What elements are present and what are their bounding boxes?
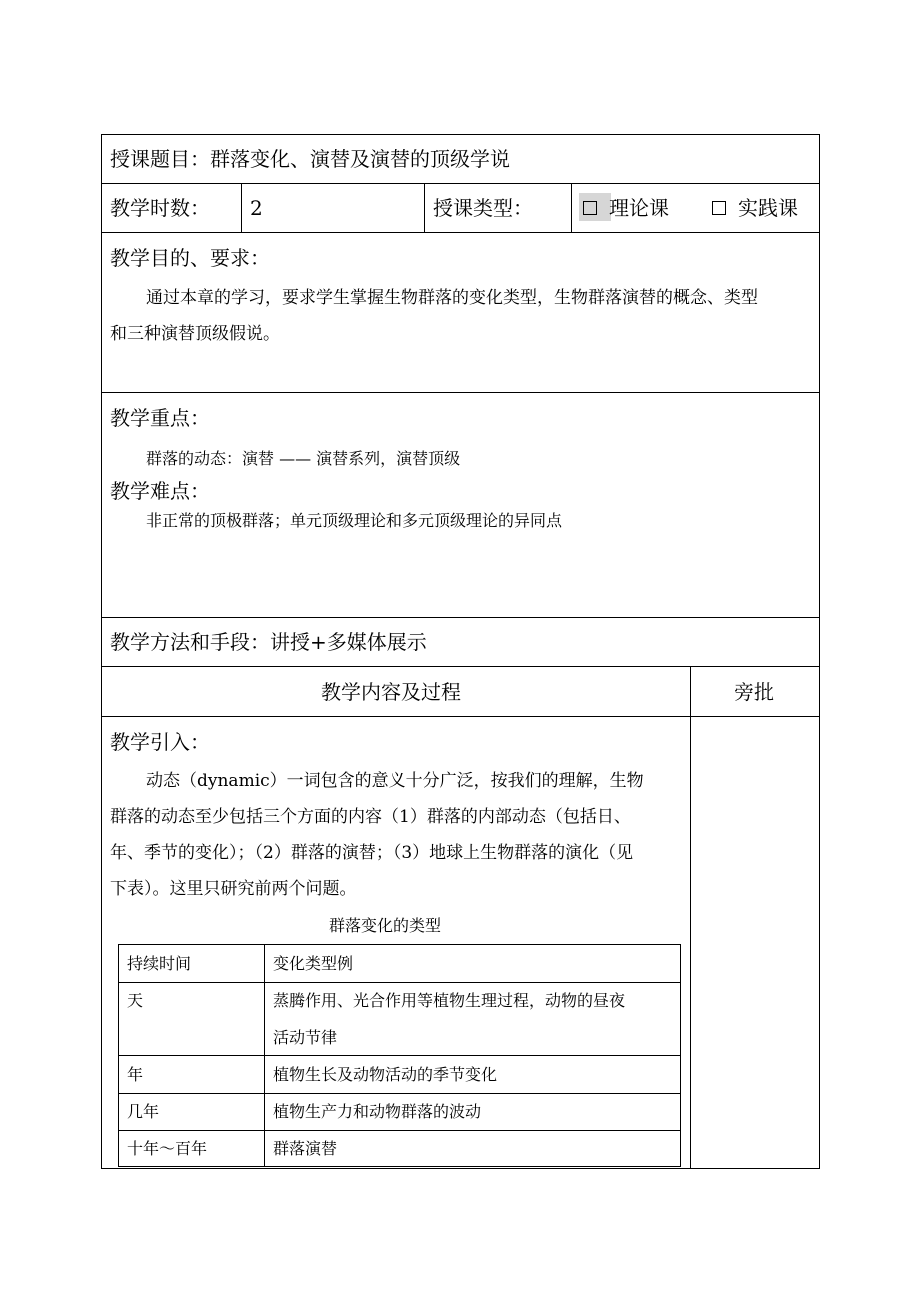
table-row-divider [118, 1130, 681, 1131]
table-cell-duration: 几年 [127, 1102, 160, 1121]
topic-row [110, 149, 510, 169]
theory-label: 理论课 [609, 196, 669, 220]
row-divider [101, 183, 820, 184]
topic-value: 群落变化、演替及演替的顶级学说 [210, 147, 510, 171]
intro-line: 年、季节的变化）；（2）群落的演替；（3）地球上生物群落的演化（见 [110, 843, 634, 863]
table-cell-example: 植物生长及动物活动的季节变化 [273, 1065, 498, 1084]
methods-text: 教学方法和手段：讲授+多媒体展示 [110, 630, 427, 654]
table-header-duration: 持续时间 [127, 954, 192, 973]
intro-title: 教学引入： [110, 730, 210, 754]
table-cell-example: 群落演替 [273, 1139, 338, 1158]
table-row-divider [118, 1093, 681, 1094]
table-row-divider [118, 982, 681, 983]
cell-divider [424, 183, 425, 232]
intro-line: 下表）。这里只研究前两个问题。 [110, 879, 357, 899]
theory-option[interactable] [583, 198, 669, 218]
cell-divider [241, 183, 242, 232]
row-divider [101, 716, 820, 717]
type-label: 授课类型： [433, 196, 533, 220]
difficult-title: 教学难点： [110, 479, 210, 503]
table-cell-duration: 年 [127, 1065, 144, 1084]
row-divider [101, 232, 820, 233]
table-row-divider [118, 1055, 681, 1056]
table-cell-example: 蒸腾作用、光合作用等植物生理过程，动物的昼夜 [273, 991, 626, 1010]
practice-label: 实践课 [738, 196, 798, 220]
objectives-line: 和三种演替顶级假说。 [110, 324, 280, 344]
keypoints-text: 群落的动态：演替 —— 演替系列，演替顶级 [146, 449, 461, 468]
side-notes-header: 旁批 [734, 680, 774, 704]
table-cell-duration: 十年～百年 [127, 1139, 208, 1158]
table-caption: 群落变化的类型 [329, 916, 442, 935]
keypoints-title: 教学重点： [110, 406, 210, 430]
practice-option[interactable] [712, 198, 798, 218]
hours-value: 2 [250, 196, 263, 220]
hours-label: 教学时数： [110, 196, 210, 220]
practice-checkbox[interactable] [712, 201, 726, 215]
intro-line: 群落的动态至少包括三个方面的内容（1）群落的内部动态（包括日、 [110, 807, 631, 827]
table-cell-example: 活动节律 [273, 1028, 338, 1047]
intro-line: 动态（dynamic）一词包含的意义十分广泛，按我们的理解，生物 [146, 771, 644, 791]
table-cell-duration: 天 [127, 991, 144, 1010]
row-divider [101, 392, 820, 393]
row-divider [101, 617, 820, 618]
table-header-example: 变化类型例 [273, 954, 354, 973]
content-header: 教学内容及过程 [321, 680, 461, 704]
row-divider [101, 666, 820, 667]
theory-checkbox[interactable] [583, 201, 597, 215]
objectives-title: 教学目的、要求： [110, 246, 270, 270]
side-column-divider [690, 666, 691, 1169]
objectives-line: 通过本章的学习，要求学生掌握生物群落的变化类型，生物群落演替的概念、类型 [146, 288, 758, 308]
table-cell-example: 植物生产力和动物群落的波动 [273, 1102, 482, 1121]
cell-divider [571, 183, 572, 232]
difficult-text: 非正常的顶极群落；单元顶级理论和多元顶级理论的异同点 [146, 511, 563, 530]
topic-label: 授课题目： [110, 147, 210, 171]
